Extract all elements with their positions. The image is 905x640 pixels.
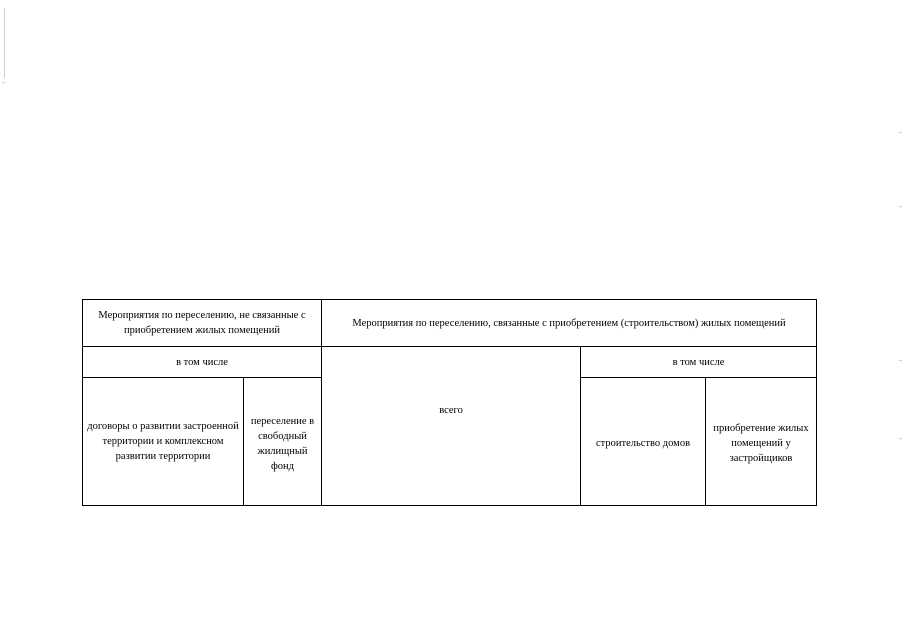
construction-text: строительство домов bbox=[596, 438, 691, 450]
contracts-cell bbox=[83, 378, 244, 506]
free-fund-text: переселение в свободный жилищный фонд bbox=[250, 415, 315, 472]
total-text: всего bbox=[439, 404, 463, 416]
page-edge-tick bbox=[899, 360, 902, 361]
header-related-text: Мероприятия по переселению, связанные с приобретением (строительством) жилых помещений bbox=[352, 317, 786, 329]
header-related-to-purchase bbox=[322, 300, 817, 347]
table-subheader-row bbox=[83, 347, 817, 378]
page-edge-tick bbox=[899, 132, 902, 133]
purchase-cell bbox=[706, 378, 817, 506]
total-cell bbox=[322, 347, 581, 506]
page-edge-mark bbox=[4, 8, 5, 78]
construction-cell bbox=[581, 378, 706, 506]
page-edge-tick bbox=[899, 206, 902, 207]
including-left-cell bbox=[83, 347, 322, 378]
header-not-related-text: Мероприятия по переселению, не связанные с приобретением жилых помещений bbox=[98, 310, 306, 337]
purchase-text: приобретение жилых помещений у застройщиков bbox=[713, 423, 809, 465]
resettlement-table bbox=[82, 299, 817, 506]
table-header-row bbox=[83, 300, 817, 347]
contracts-text: договоры о развитии застроенной территории и комплексном развитии территории bbox=[87, 421, 239, 463]
including-right-cell bbox=[581, 347, 817, 378]
including-right-text: в том числе bbox=[672, 356, 725, 368]
free-fund-cell bbox=[244, 378, 322, 506]
page-edge-tick bbox=[2, 82, 5, 83]
including-left-text: в том числе bbox=[176, 356, 228, 368]
page-edge-tick bbox=[899, 438, 902, 439]
header-not-related-to-purchase bbox=[83, 300, 322, 347]
